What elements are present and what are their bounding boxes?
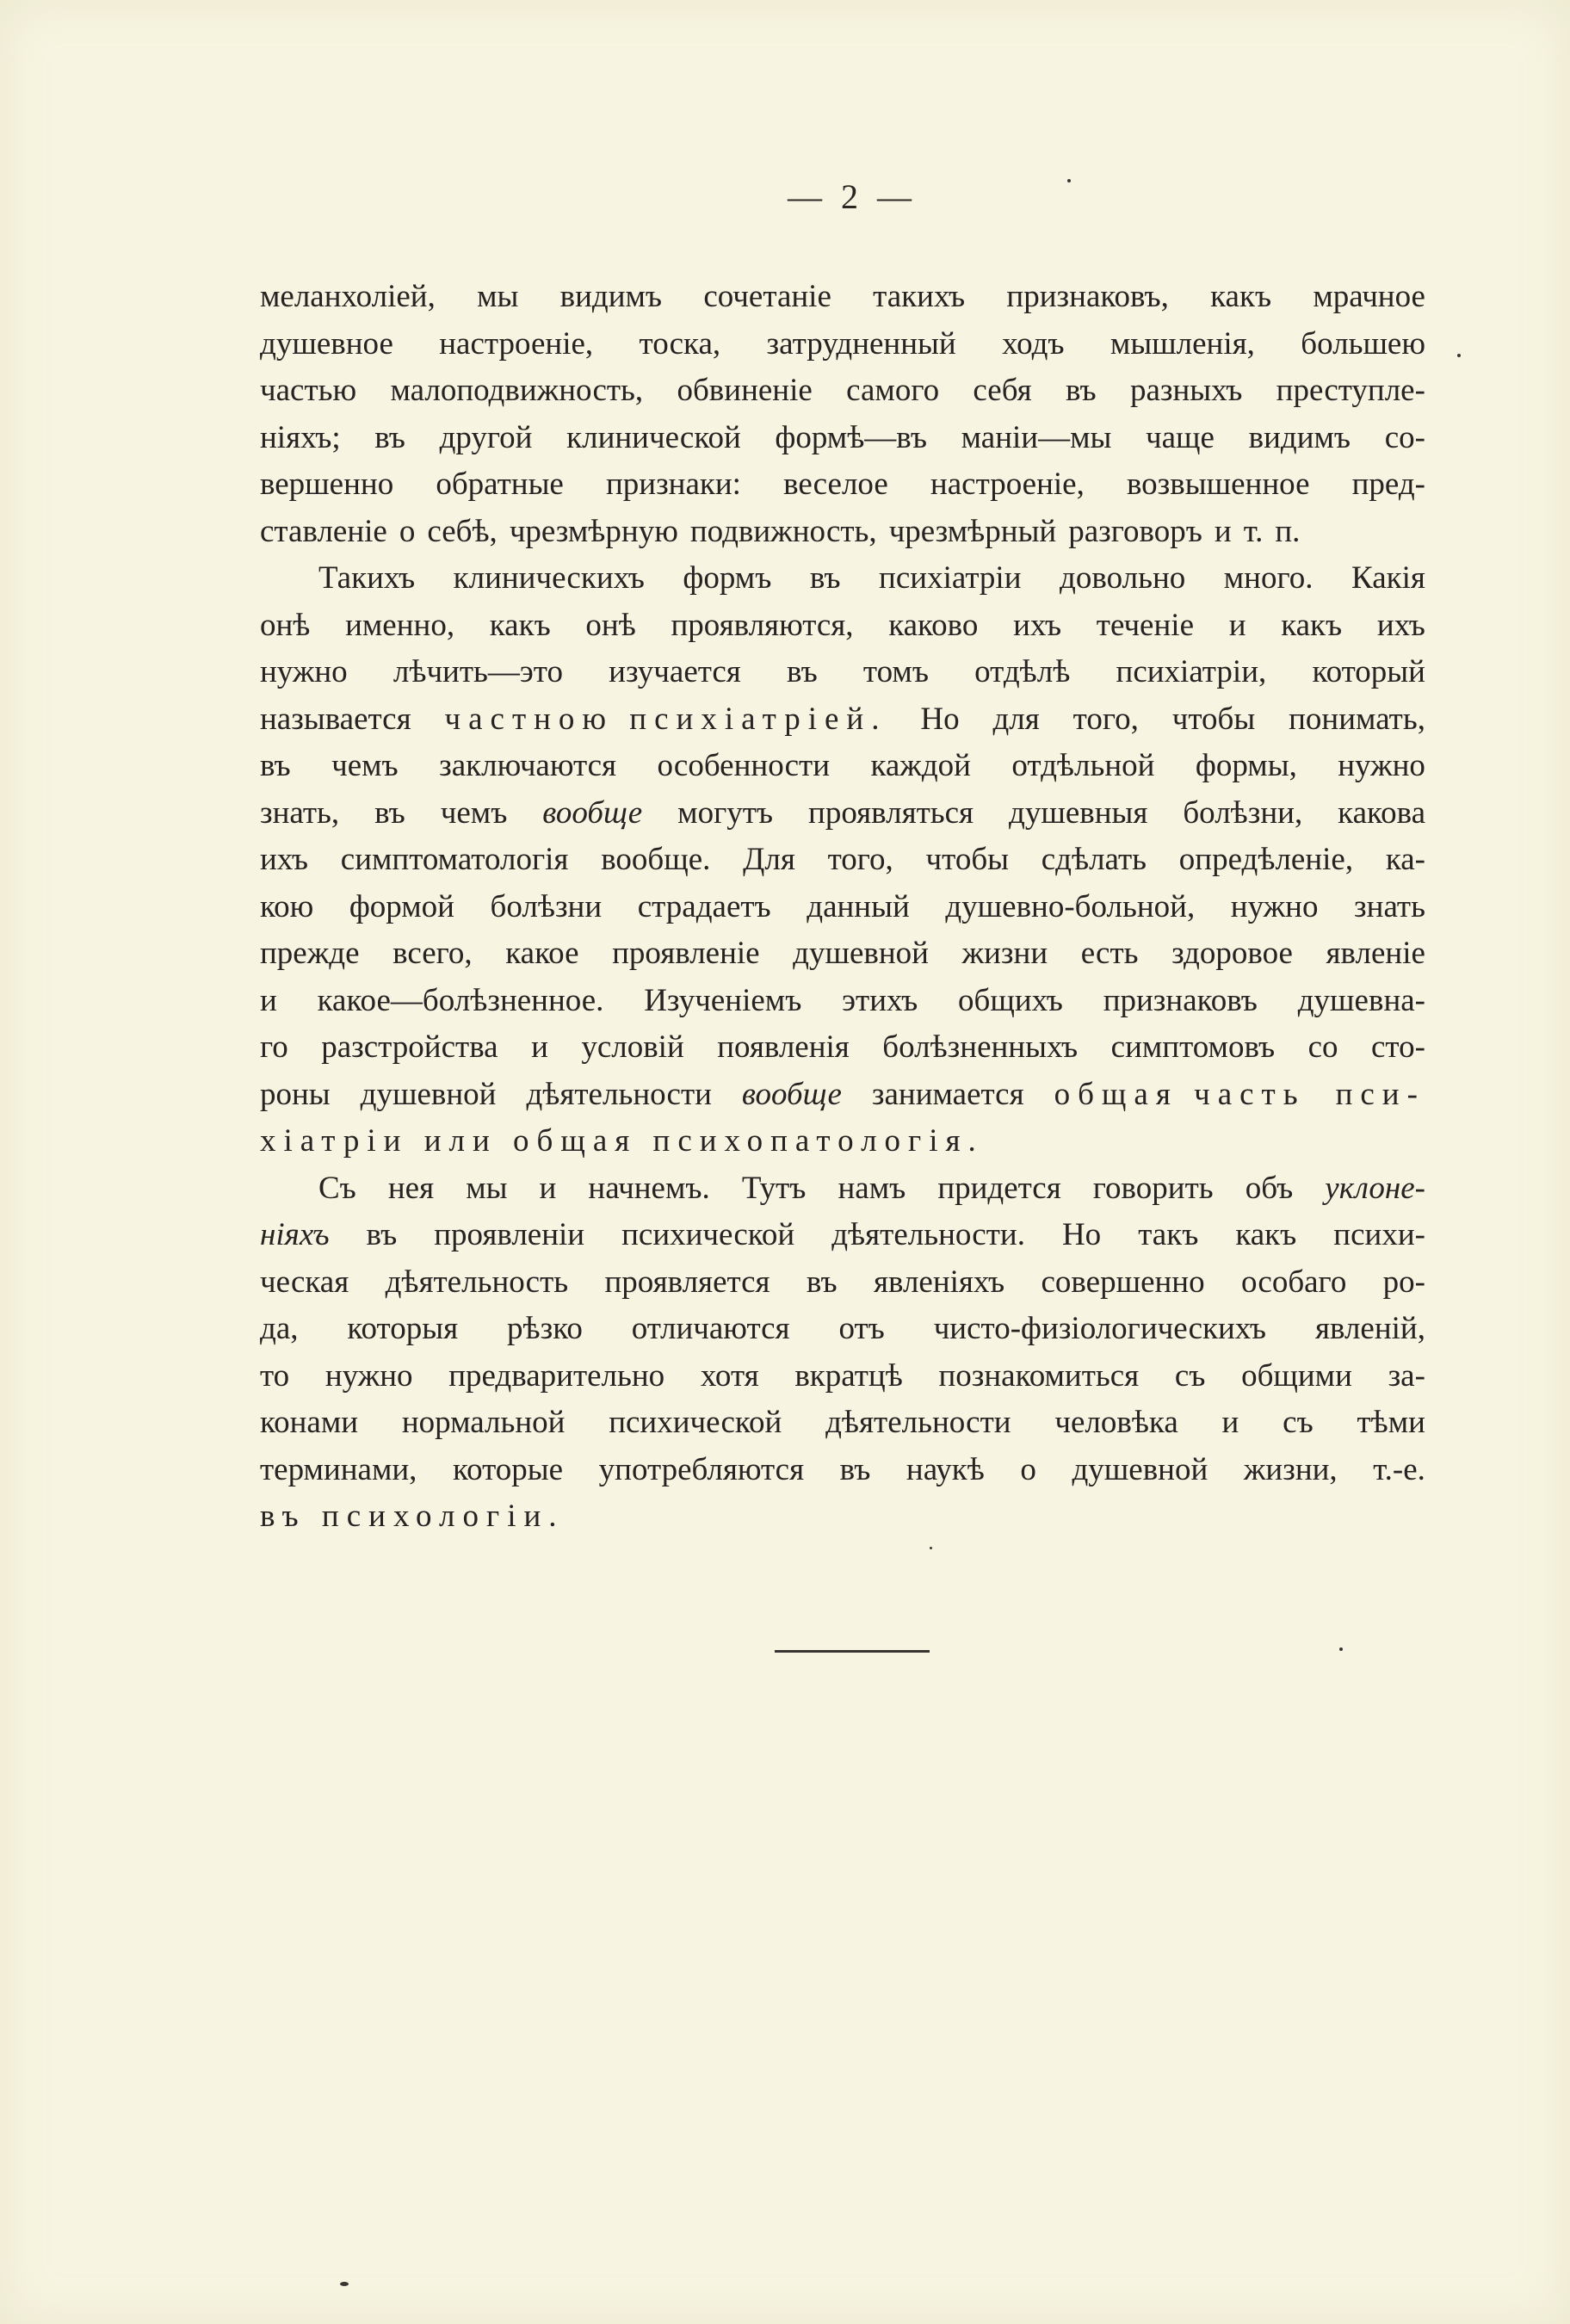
word: пси- <box>1335 1076 1425 1112</box>
text-line <box>260 1024 1425 1072</box>
word: познакомиться <box>938 1357 1140 1394</box>
word: психической <box>609 1405 782 1440</box>
word: которыя <box>347 1311 459 1346</box>
word: намъ <box>838 1170 906 1206</box>
word: жизни <box>961 936 1048 971</box>
word: психической <box>621 1217 795 1252</box>
word: дѣятельности <box>825 1405 1011 1440</box>
word: пред- <box>1351 467 1425 502</box>
word: симптоматологія <box>340 842 569 877</box>
text-line <box>260 884 1425 931</box>
word: и <box>1221 1405 1239 1440</box>
word: дѣятельности. <box>831 1217 1025 1252</box>
word: себя <box>973 373 1032 408</box>
word: особаго <box>1240 1264 1347 1300</box>
word: терминами, <box>260 1451 417 1487</box>
word: вообще <box>542 794 643 831</box>
word: проявляется <box>604 1264 770 1300</box>
word: вкратцѣ <box>794 1357 903 1394</box>
word: въ <box>374 794 405 831</box>
word: мышленія, <box>1110 325 1255 362</box>
word: проявленіи <box>434 1217 585 1252</box>
word: придется <box>937 1170 1061 1206</box>
word: въ <box>839 1451 871 1487</box>
word: понимать, <box>1289 701 1425 737</box>
text-line <box>260 274 1425 321</box>
word: формъ <box>683 560 772 596</box>
word: психіатріи <box>879 560 1022 596</box>
word: дѣятельность <box>385 1264 569 1300</box>
speck <box>930 1547 932 1549</box>
word: предварительно <box>448 1357 665 1394</box>
word: преступле- <box>1276 373 1425 408</box>
text-line <box>260 978 1425 1025</box>
word: тѣми <box>1357 1405 1425 1440</box>
word: съ <box>1174 1357 1206 1394</box>
word: о <box>1020 1451 1036 1487</box>
text-line <box>260 1072 1425 1119</box>
word: изучается <box>609 654 741 689</box>
word: мы <box>477 279 519 314</box>
text-line <box>260 321 1425 368</box>
word: въ <box>374 419 405 455</box>
word: въ <box>809 560 841 596</box>
word: маніи—мы <box>961 419 1112 455</box>
body-text <box>260 274 1425 1541</box>
word: душевной <box>793 936 929 971</box>
word: наукѣ <box>906 1451 985 1487</box>
word: рѣзко <box>507 1311 583 1346</box>
word: теченіе <box>1096 607 1194 643</box>
word: чаще <box>1146 419 1215 455</box>
word: какъ <box>1235 1217 1297 1252</box>
word: дѣятельности <box>526 1076 712 1112</box>
word: хотя <box>700 1357 759 1394</box>
word: знать <box>1354 888 1425 924</box>
word: да, <box>260 1311 299 1346</box>
word: обратные <box>436 467 564 502</box>
word: самого <box>846 373 940 408</box>
word: разныхъ <box>1129 373 1243 408</box>
word: всего, <box>392 936 473 971</box>
word: веселое <box>783 467 888 502</box>
word: которые <box>453 1451 564 1487</box>
word: меланхоліей, <box>260 279 436 314</box>
word: признаки: <box>605 467 741 502</box>
word: малоподвижность, <box>390 373 644 408</box>
word: Какія <box>1351 560 1425 596</box>
word: проявляются, <box>671 607 854 643</box>
word: болѣзни <box>490 888 603 924</box>
word: объ <box>1245 1170 1294 1206</box>
word: вообще. <box>601 842 711 877</box>
word: какое—болѣзненное. <box>317 982 604 1018</box>
word: сто- <box>1371 1029 1425 1065</box>
text-line <box>260 1306 1425 1353</box>
word: чрезмѣрный <box>888 513 1057 549</box>
word: здоровое <box>1171 936 1293 971</box>
speck <box>1457 354 1461 357</box>
word: какова <box>1338 794 1425 831</box>
word: того, <box>1072 701 1139 737</box>
word: психи- <box>1333 1217 1425 1252</box>
word: говорить <box>1092 1170 1214 1206</box>
page-number: — 2 — <box>788 177 917 216</box>
text-line <box>260 555 1425 603</box>
text-line <box>260 1447 1425 1494</box>
speck <box>1067 179 1071 182</box>
word: Изученіемъ <box>644 982 802 1018</box>
word: разговоръ <box>1068 513 1202 549</box>
word: душевна- <box>1297 982 1425 1018</box>
text-line <box>260 743 1425 790</box>
word: большею <box>1301 325 1425 362</box>
word: мы <box>466 1170 508 1206</box>
text-line <box>260 1493 1425 1541</box>
word: въ <box>787 654 818 689</box>
word: данный <box>807 888 910 924</box>
word: ческая <box>260 1264 349 1300</box>
word: частною психіатріей. <box>444 701 887 737</box>
word: душевной <box>360 1076 497 1112</box>
word: обвиненіе <box>677 373 813 408</box>
word: какъ <box>1281 607 1343 643</box>
word: отличаются <box>631 1311 790 1346</box>
word: нея <box>387 1170 435 1206</box>
text-line <box>260 1118 1425 1165</box>
end-rule <box>775 1650 930 1653</box>
word: Для <box>743 842 795 877</box>
word: какъ <box>489 607 551 643</box>
text-line <box>260 461 1425 509</box>
speck <box>340 2282 349 2286</box>
word: клиническихъ <box>453 560 645 596</box>
word: признаковъ, <box>1006 279 1169 314</box>
text-line <box>260 1400 1425 1447</box>
word: видимъ <box>1248 419 1351 455</box>
word: со- <box>1384 419 1425 455</box>
word: со <box>1307 1029 1338 1065</box>
word: Такихъ <box>318 560 416 596</box>
word: въ психологіи. <box>260 1499 565 1534</box>
text-line <box>260 930 1425 978</box>
word: явленій, <box>1314 1311 1425 1346</box>
word: затрудненный <box>766 325 956 362</box>
word: чемъ <box>440 794 508 831</box>
word: этихъ <box>842 982 918 1018</box>
word: какъ <box>1210 279 1272 314</box>
word: человѣка <box>1054 1405 1178 1440</box>
word: съ <box>1283 1405 1313 1440</box>
word: такъ <box>1138 1217 1199 1252</box>
word: клинической <box>566 419 741 455</box>
word: отдѣлѣ <box>974 654 1071 689</box>
word: каково <box>888 607 979 643</box>
word: вообще <box>741 1076 842 1112</box>
word: особенности <box>657 748 831 783</box>
word: Но <box>1061 1217 1102 1252</box>
text-line <box>260 415 1425 462</box>
word: страдаетъ <box>637 888 771 924</box>
text-line <box>260 368 1425 415</box>
text-line <box>260 649 1425 696</box>
word: ихъ <box>260 842 309 877</box>
word: опредѣленіе, <box>1178 842 1354 877</box>
word: называется <box>260 701 411 737</box>
word: каждой <box>870 748 971 783</box>
word: онѣ <box>585 607 636 643</box>
word: знать, <box>260 794 340 831</box>
word: настроеніе, <box>439 325 594 362</box>
word: частью <box>260 373 357 408</box>
word: конами <box>260 1405 359 1440</box>
word: п. <box>1275 513 1301 549</box>
word: чисто-физіологическихъ <box>933 1311 1267 1346</box>
word: хіатріи или общая психопатологія. <box>260 1123 984 1159</box>
word: ро- <box>1382 1264 1425 1300</box>
word: ставленіе <box>260 513 387 549</box>
text-line <box>260 790 1425 838</box>
word: душевной <box>1072 1451 1208 1487</box>
word: проявляться <box>808 794 974 831</box>
text-line <box>260 1212 1425 1259</box>
word: о <box>399 513 416 549</box>
text-line <box>260 509 1425 556</box>
word: прежде <box>260 936 360 971</box>
word: т.-е. <box>1373 1451 1425 1487</box>
word: общая часть <box>1054 1076 1306 1112</box>
word: вершенно <box>260 467 394 502</box>
word: довольно <box>1060 560 1186 596</box>
word: явленіе <box>1326 936 1425 971</box>
word: себѣ, <box>427 513 498 549</box>
word: занимается <box>871 1076 1024 1112</box>
word: общихъ <box>958 982 1063 1018</box>
word: формѣ—въ <box>775 419 927 455</box>
word: ихъ <box>1013 607 1062 643</box>
word: го <box>260 1029 288 1065</box>
text-line <box>260 1165 1425 1213</box>
word: разстройства <box>321 1029 498 1065</box>
word: то <box>260 1357 290 1394</box>
word: проявленіе <box>612 936 760 971</box>
word: формы, <box>1195 748 1297 783</box>
word: психіатріи, <box>1116 654 1267 689</box>
word: для <box>992 701 1040 737</box>
word: нужно <box>260 654 348 689</box>
word: уклоне- <box>1325 1170 1425 1206</box>
word: явленіяхъ <box>873 1264 1005 1300</box>
word: Съ <box>318 1170 356 1206</box>
word: нужно <box>1230 888 1319 924</box>
word: сдѣлать <box>1041 842 1147 877</box>
word: ніяхъ; <box>260 419 341 455</box>
word: душевно-больной, <box>945 888 1196 924</box>
word: болѣзненныхъ <box>882 1029 1079 1065</box>
word: въ <box>1065 373 1097 408</box>
word: возвышенное <box>1126 467 1310 502</box>
word: ніяхъ <box>260 1217 330 1252</box>
word: именно, <box>345 607 455 643</box>
word: подвижность, <box>689 513 877 549</box>
word: нужно <box>1338 748 1425 783</box>
word: нормальной <box>401 1405 566 1440</box>
word: появленія <box>717 1029 850 1065</box>
word: въ <box>366 1217 398 1252</box>
word: совершенно <box>1041 1264 1205 1300</box>
word: видимъ <box>559 279 663 314</box>
word: признаковъ <box>1103 982 1258 1018</box>
word: душевное <box>260 325 393 362</box>
word: томъ <box>862 654 929 689</box>
word: чемъ <box>331 748 399 783</box>
word: такихъ <box>873 279 966 314</box>
word: который <box>1312 654 1425 689</box>
word: ихъ <box>1376 607 1425 643</box>
text-line <box>260 1259 1425 1307</box>
word: Но <box>920 701 960 737</box>
word: въ <box>260 748 291 783</box>
word: чрезмѣрную <box>509 513 678 549</box>
word: какое <box>505 936 579 971</box>
word: Тутъ <box>741 1170 807 1206</box>
word: ка- <box>1385 842 1425 877</box>
word: много. <box>1223 560 1313 596</box>
word: и <box>1214 513 1232 549</box>
word: жизни, <box>1243 1451 1338 1487</box>
word: того, <box>827 842 893 877</box>
word: условій <box>581 1029 684 1065</box>
word: начнемъ. <box>588 1170 710 1206</box>
word: роны <box>260 1076 331 1112</box>
word: отдѣльной <box>1011 748 1155 783</box>
word: кою <box>260 888 314 924</box>
word: чтобы <box>1171 701 1256 737</box>
word: ходъ <box>1002 325 1065 362</box>
word: онѣ <box>260 607 311 643</box>
word: настроеніе, <box>930 467 1085 502</box>
word: болѣзни, <box>1183 794 1303 831</box>
word: сочетаніе <box>703 279 831 314</box>
word: симптомовъ <box>1110 1029 1276 1065</box>
word: и <box>539 1170 557 1206</box>
word: есть <box>1080 936 1139 971</box>
word: формой <box>349 888 454 924</box>
word: тоска, <box>639 325 721 362</box>
word: и <box>260 982 277 1018</box>
word: и <box>1228 607 1246 643</box>
speck <box>1339 1647 1343 1651</box>
word: душевныя <box>1009 794 1148 831</box>
word: могутъ <box>677 794 774 831</box>
word: употребляются <box>598 1451 805 1487</box>
word: другой <box>439 419 533 455</box>
word: нужно <box>325 1357 413 1394</box>
text-line <box>260 1353 1425 1400</box>
word: въ <box>806 1264 838 1300</box>
word: за- <box>1388 1357 1425 1394</box>
word: и <box>531 1029 548 1065</box>
word: лѣчить—это <box>392 654 563 689</box>
word: т. <box>1243 513 1264 549</box>
text-line <box>260 837 1425 884</box>
text-line <box>260 603 1425 650</box>
word: заключаются <box>439 748 617 783</box>
text-line <box>260 696 1425 744</box>
word: мрачное <box>1313 279 1425 314</box>
word: отъ <box>838 1311 885 1346</box>
word: общими <box>1241 1357 1352 1394</box>
word: чтобы <box>925 842 1010 877</box>
